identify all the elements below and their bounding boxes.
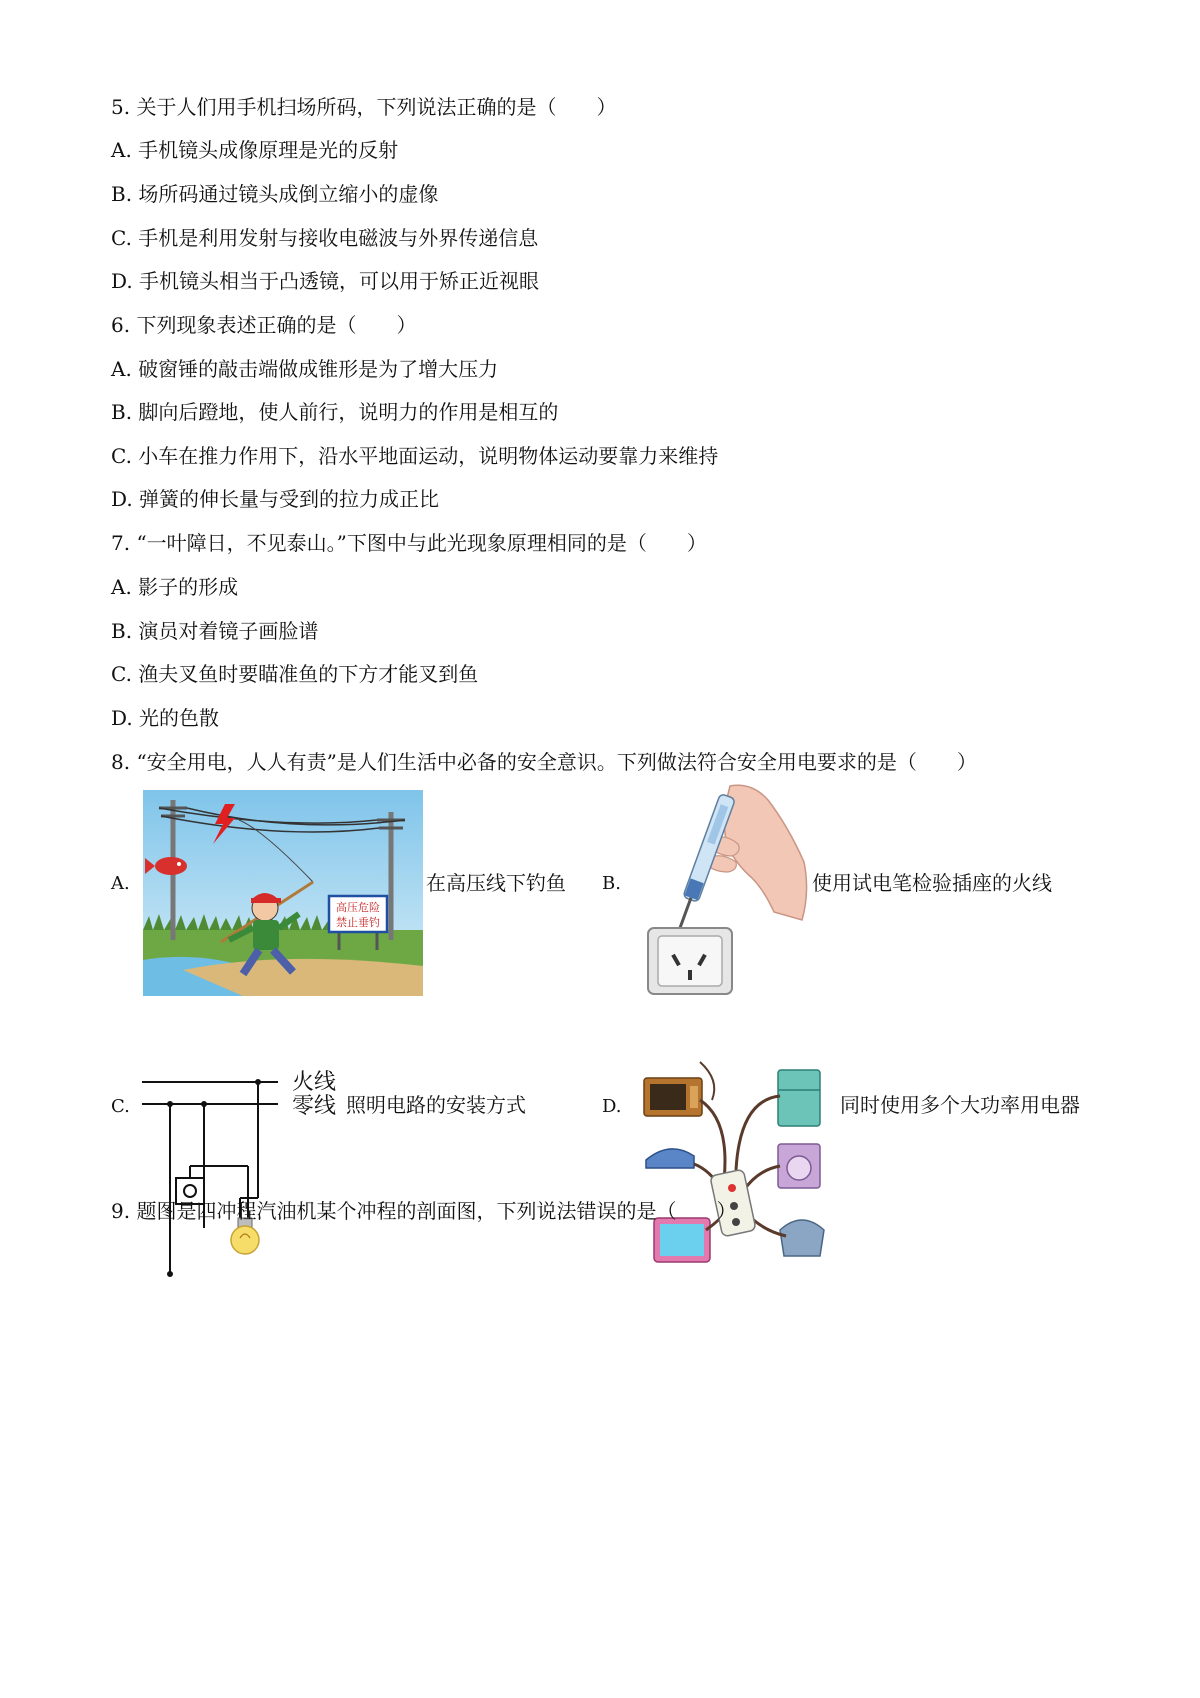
question-6-option-c: C. 小车在推力作用下，沿水平地面运动，说明物体运动要靠力来维持	[111, 444, 719, 468]
question-5-option-a: A. 手机镜头成像原理是光的反射	[111, 138, 399, 162]
test-pen-on-socket-illustration	[634, 782, 810, 998]
question-5-stem: 5. 关于人们用手机扫场所码，下列说法正确的是（ ）	[111, 95, 617, 119]
question-6-option-a: A. 破窗锤的敲击端做成锥形是为了增大压力	[111, 357, 499, 381]
question-7-option-d: D. 光的色散	[111, 706, 220, 730]
overloaded-power-strip-illustration	[640, 1060, 840, 1270]
question-8-stem: 8. “安全用电，人人有责”是人们生活中必备的安全意识。下列做法符合安全用电要求的是（ ）	[111, 750, 977, 774]
option-a-letter: A.	[111, 873, 130, 894]
warning-sign-line-2: 禁止垂钓	[336, 916, 380, 929]
question-7-option-c: C. 渔夫叉鱼时要瞄准鱼的下方才能叉到鱼	[111, 662, 479, 686]
option-b-caption: 使用试电笔检验插座的火线	[812, 871, 1052, 895]
question-5-option-c: C. 手机是利用发射与接收电磁波与外界传递信息	[111, 226, 539, 250]
question-7-option-b: B. 演员对着镜子画脸谱	[111, 619, 319, 643]
warning-sign-line-1: 高压危险	[336, 901, 380, 914]
option-c-caption: 照明电路的安装方式	[346, 1093, 526, 1117]
question-6-option-d: D. 弹簧的伸长量与受到的拉力成正比	[111, 487, 440, 511]
question-5-option-b: B. 场所码通过镜头成倒立缩小的虚像	[111, 182, 439, 206]
question-7-option-a: A. 影子的形成	[111, 575, 239, 599]
question-5-option-d: D. 手机镜头相当于凸透镜，可以用于矫正近视眼	[111, 269, 540, 293]
option-b-letter: B.	[602, 873, 621, 894]
option-d-letter: D.	[602, 1096, 622, 1117]
question-7-stem: 7. “一叶障日，不见泰山。”下图中与此光现象原理相同的是（ ）	[111, 531, 707, 555]
question-6-stem: 6. 下列现象表述正确的是（ ）	[111, 313, 417, 337]
fishing-under-power-lines-illustration	[143, 790, 423, 996]
lighting-circuit-diagram	[140, 1070, 280, 1280]
neutral-wire-label: 零线	[292, 1094, 337, 1119]
option-d-caption: 同时使用多个大功率用电器	[840, 1093, 1080, 1117]
option-a-caption: 在高压线下钓鱼	[426, 871, 566, 895]
question-9-stem: 9. 题图是四冲程汽油机某个冲程的剖面图，下列说法错误的是（ ）	[111, 1199, 737, 1223]
live-wire-label: 火线	[292, 1070, 337, 1095]
question-6-option-b: B. 脚向后蹬地，使人前行，说明力的作用是相互的	[111, 400, 559, 424]
option-c-letter: C.	[111, 1096, 130, 1117]
